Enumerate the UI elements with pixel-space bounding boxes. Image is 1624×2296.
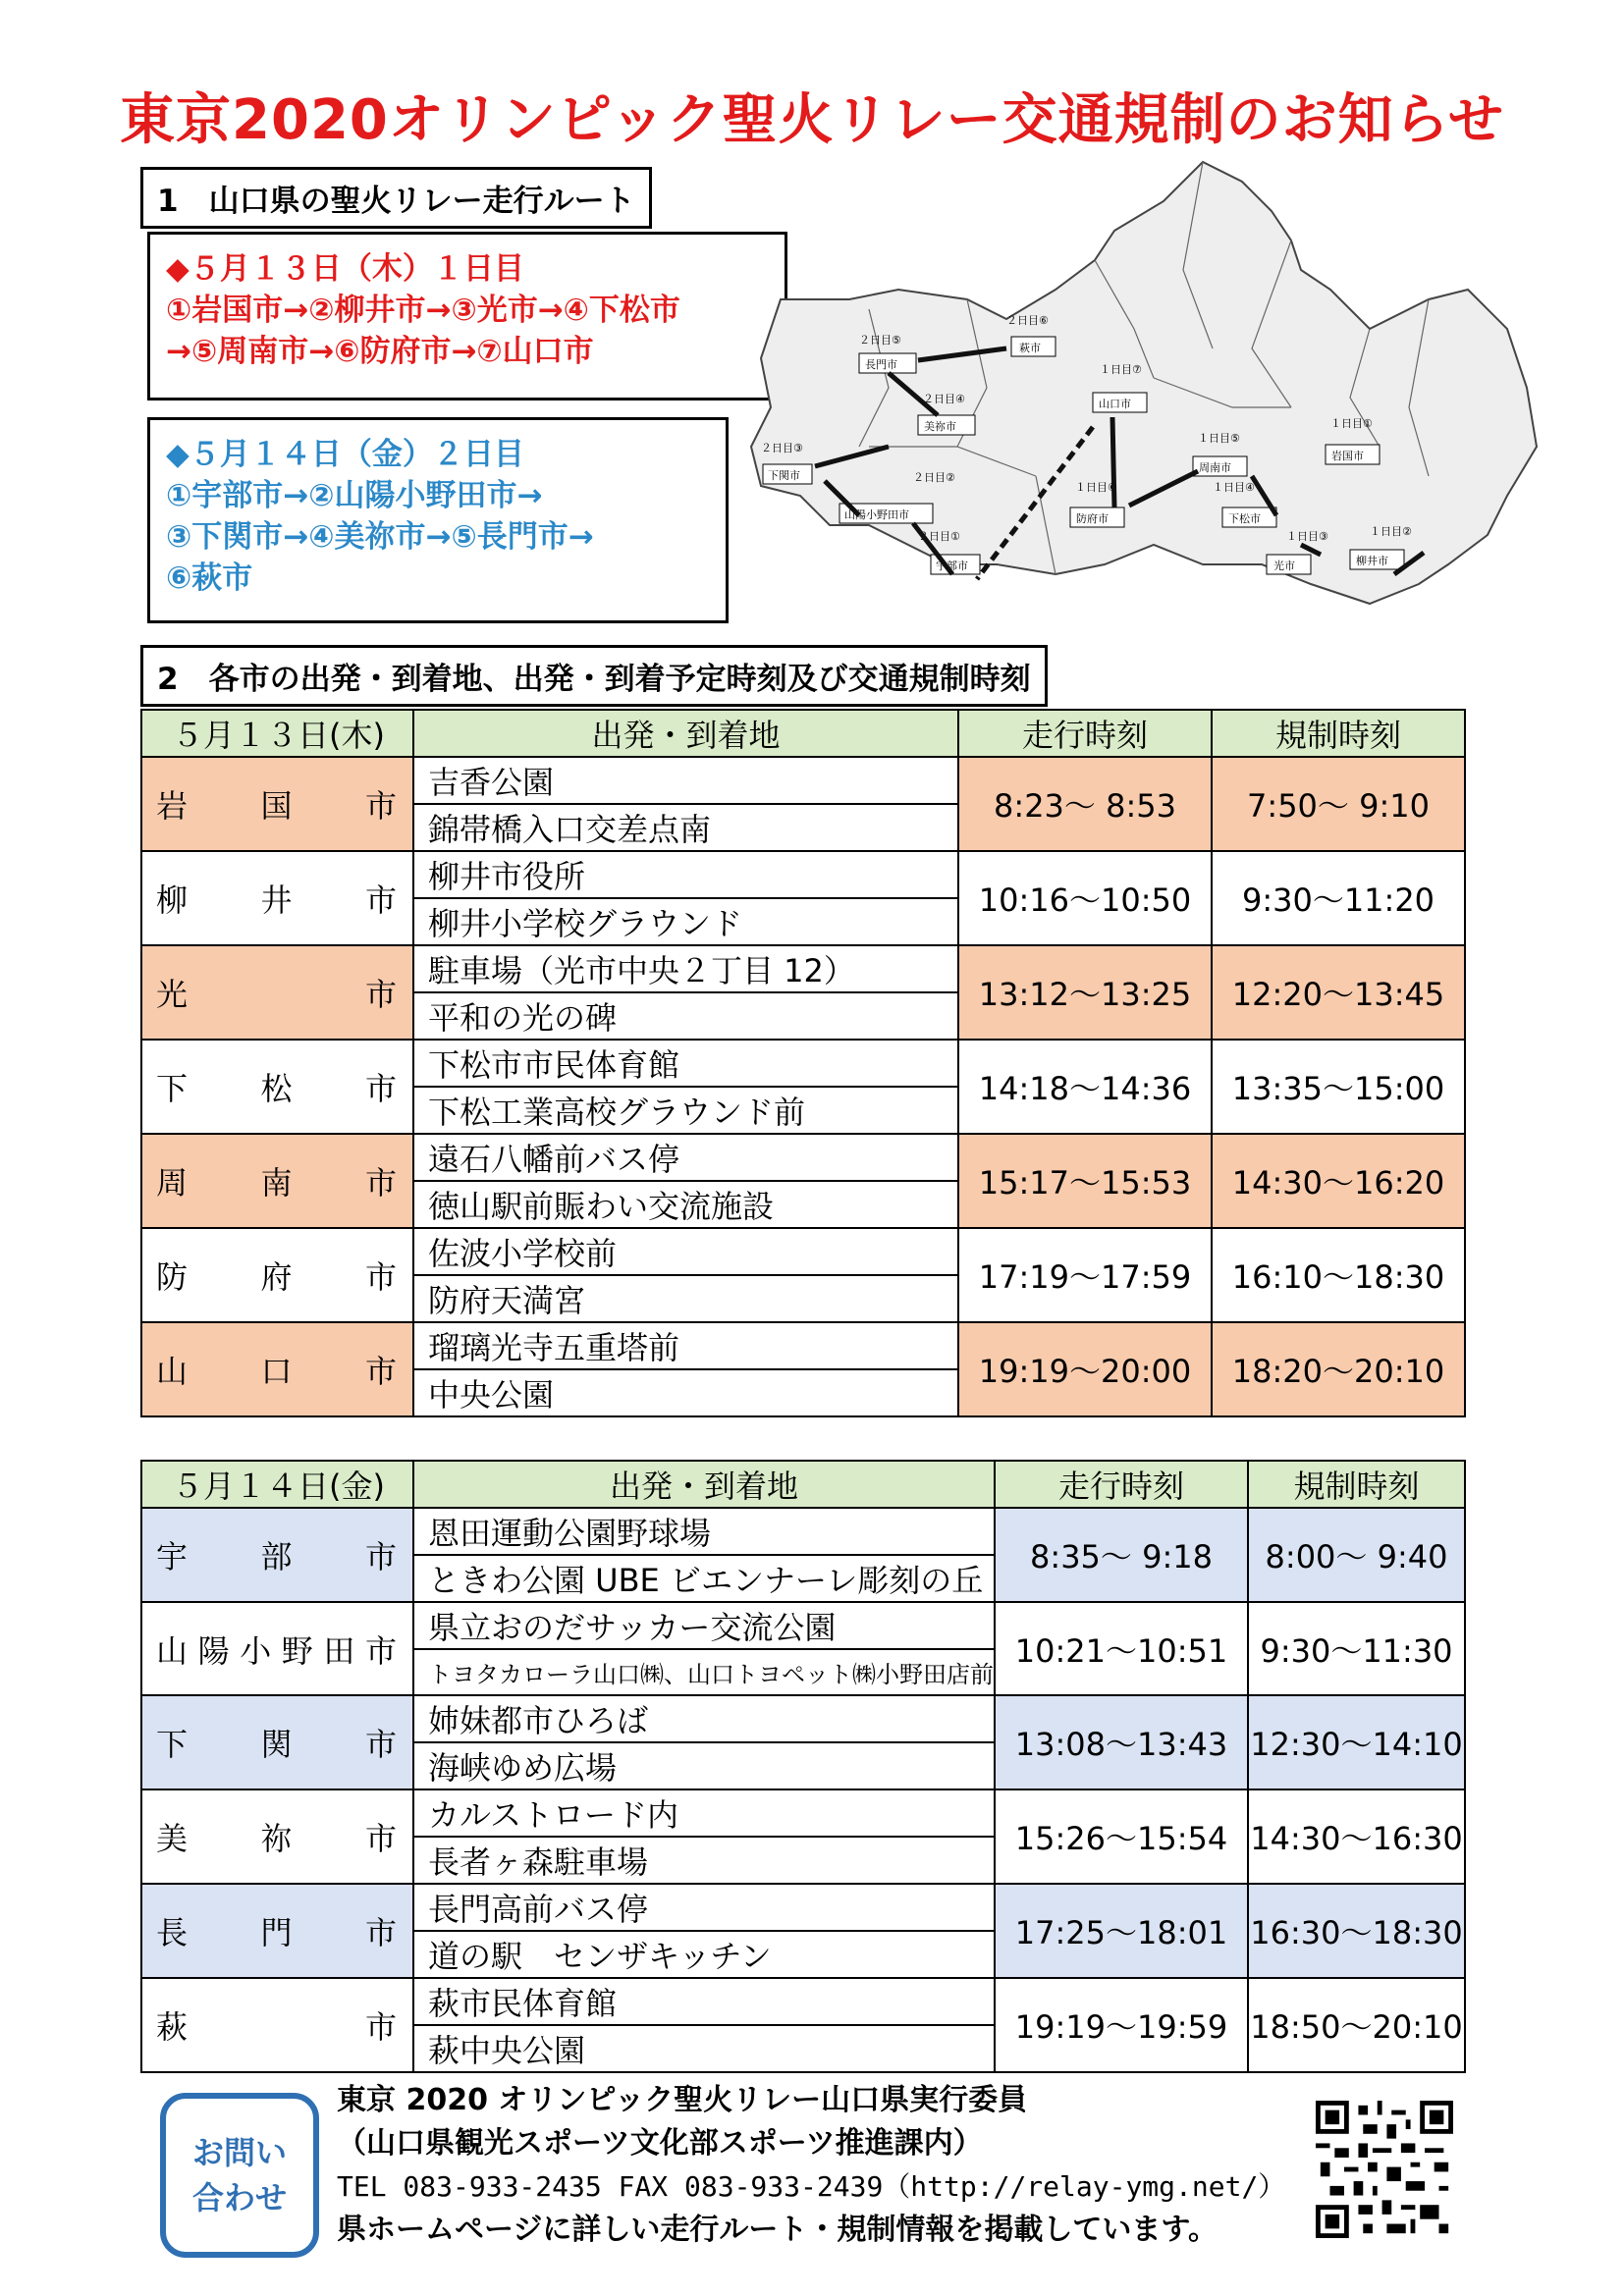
city-cell — [141, 1978, 413, 2072]
column-header: ５月１３日(木) — [141, 710, 413, 757]
city-cell — [141, 1884, 413, 1978]
table-row — [141, 1884, 1465, 1931]
table-row — [141, 1695, 1465, 1742]
departure-place: カルストロード内 — [413, 1789, 995, 1837]
city-char: 市 — [364, 2008, 397, 2046]
map-label: 宇部市 — [936, 560, 968, 572]
city-char: 市 — [364, 1070, 397, 1107]
city-char: 防 — [156, 1258, 189, 1296]
city-char: 市 — [364, 787, 397, 825]
map-tag: １日目⑤ — [1198, 432, 1240, 445]
city-char: 柳 — [156, 881, 189, 919]
map-tag: １日目③ — [1286, 530, 1328, 543]
map-label: 周南市 — [1199, 461, 1231, 474]
run-time: 15:17～15:53 — [958, 1134, 1212, 1228]
run-time: 13:12～13:25 — [958, 945, 1212, 1040]
map-label: 光市 — [1273, 560, 1295, 572]
city-char: 南 — [260, 1164, 293, 1201]
section2-heading: 2 各市の出発・到着地、出発・到着予定時刻及び交通規制時刻 — [140, 645, 1048, 707]
run-time: 17:25～18:01 — [995, 1884, 1248, 1978]
table-header-row — [141, 1461, 1465, 1508]
regulation-time: 12:20～13:45 — [1212, 945, 1465, 1040]
city-name — [142, 1720, 412, 1765]
run-time: 14:18～14:36 — [958, 1040, 1212, 1134]
day2-heading: ◆５月１４日（金）２日目 — [166, 437, 524, 472]
city-cell — [141, 851, 413, 945]
map-label: 山陽小野田市 — [844, 508, 909, 521]
table-header-row — [141, 710, 1465, 757]
map-tag: ２日目④ — [923, 393, 965, 405]
city-name — [142, 1627, 412, 1672]
table-row — [141, 1508, 1465, 1555]
departure-place: 長門高前バス停 — [413, 1884, 995, 1931]
run-time: 13:08～13:43 — [995, 1695, 1248, 1789]
city-char: 光 — [156, 976, 189, 1013]
arrival-place: 中央公園 — [413, 1369, 958, 1416]
arrival-place: 海峡ゆめ広場 — [413, 1742, 995, 1789]
city-cell — [141, 1228, 413, 1322]
arrival-place: 下松工業高校グラウンド前 — [413, 1087, 958, 1134]
regulation-time: 9:30～11:30 — [1248, 1602, 1465, 1695]
arrival-place: ときわ公園 UBE ビエンナーレ彫刻の丘 — [413, 1555, 995, 1602]
table-row — [141, 1040, 1465, 1087]
departure-place: 遠石八幡前バス停 — [413, 1134, 958, 1181]
map-label: 岩国市 — [1331, 450, 1364, 462]
regulation-time: 14:30～16:30 — [1248, 1789, 1465, 1884]
map-tag: ２日目① — [918, 530, 960, 543]
city-char: 市 — [364, 1726, 397, 1763]
contact-dept: （山口県観光スポーツ文化部スポーツ推進課内） — [337, 2126, 983, 2161]
run-time: 10:21～10:51 — [995, 1602, 1248, 1695]
map-tag: １日目② — [1370, 525, 1412, 538]
arrival-place: 徳山駅前賑わい交流施設 — [413, 1181, 958, 1228]
city-cell — [141, 1040, 413, 1134]
qr-code[interactable] — [1316, 2101, 1453, 2238]
city-char: 宇 — [156, 1538, 189, 1575]
arrival-place: 萩中央公園 — [413, 2025, 995, 2072]
day2-route-box — [147, 417, 729, 623]
city-char: 井 — [260, 881, 293, 919]
contact-block — [337, 2079, 1285, 2252]
city-name — [142, 781, 412, 827]
city-char: 部 — [260, 1538, 293, 1575]
regulation-time: 18:50～20:10 — [1248, 1978, 1465, 2072]
run-time: 8:35～ 9:18 — [995, 1508, 1248, 1602]
day1-route-box — [147, 232, 787, 400]
run-time: 15:26～15:54 — [995, 1789, 1248, 1884]
departure-place: 姉妹都市ひろば — [413, 1695, 995, 1742]
arrival-place: 防府天満宮 — [413, 1275, 958, 1322]
city-cell — [141, 757, 413, 851]
city-char: 市 — [364, 1353, 397, 1390]
section1-heading: 1 山口県の聖火リレー走行ルート — [140, 167, 652, 229]
map-tag: １日目⑥ — [1075, 481, 1117, 494]
city-char: 下 — [156, 1726, 189, 1763]
run-time: 19:19～20:00 — [958, 1322, 1212, 1416]
run-time: 19:19～19:59 — [995, 1978, 1248, 2072]
city-name — [142, 1064, 412, 1109]
city-char: 市 — [364, 1820, 397, 1857]
city-char: 関 — [260, 1726, 293, 1763]
map-label: 防府市 — [1076, 512, 1109, 525]
city-char: 美 — [156, 1820, 189, 1857]
city-char: 周 — [156, 1164, 189, 1201]
day2-line1: ①宇部市→②山陽小野田市→ — [166, 478, 543, 513]
city-char: 府 — [260, 1258, 293, 1296]
city-char: 長 — [156, 1914, 189, 1951]
city-char: 田 — [323, 1631, 355, 1670]
table-row — [141, 1134, 1465, 1181]
column-header: ５月１４日(金) — [141, 1461, 413, 1508]
map-tag: １日目⑦ — [1100, 363, 1142, 376]
departure-place: 駐車場（光市中央２丁目 12） — [413, 945, 958, 992]
regulation-time: 16:30～18:30 — [1248, 1884, 1465, 1978]
departure-place: 佐波小学校前 — [413, 1228, 958, 1275]
day1-line2: →⑤周南市→⑥防府市→⑦山口市 — [166, 334, 594, 369]
arrival-place: 道の駅 センザキッチン — [413, 1931, 995, 1978]
map-tag: ２日目③ — [761, 442, 803, 454]
day1-heading: ◆５月１３日（木）１日目 — [166, 251, 524, 287]
regulation-time: 12:30～14:10 — [1248, 1695, 1465, 1789]
city-char: 萩 — [156, 2008, 189, 2046]
table-row — [141, 757, 1465, 804]
table-row — [141, 945, 1465, 992]
arrival-place: トヨタカローラ山口㈱、山口トヨペット㈱小野田店前 — [413, 1649, 995, 1695]
schedule-table-day1 — [140, 709, 1466, 1417]
city-char: 市 — [364, 881, 397, 919]
table-row — [141, 1322, 1465, 1369]
city-cell — [141, 1695, 413, 1789]
column-header: 走行時刻 — [995, 1461, 1248, 1508]
city-char: 野 — [281, 1631, 313, 1670]
column-header: 規制時刻 — [1212, 710, 1465, 757]
regulation-time: 16:10～18:30 — [1212, 1228, 1465, 1322]
table-row — [141, 1228, 1465, 1275]
map-label: 長門市 — [865, 358, 897, 371]
city-char: 市 — [364, 976, 397, 1013]
city-name — [142, 1347, 412, 1392]
regulation-time: 9:30～11:20 — [1212, 851, 1465, 945]
table-row — [141, 1789, 1465, 1837]
regulation-time: 8:00～ 9:40 — [1248, 1508, 1465, 1602]
city-char: 山 — [156, 1353, 189, 1390]
map-label: 下関市 — [768, 469, 800, 482]
contact-tel[interactable]: TEL 083-933-2435 FAX 083-933-2439（http://relay-ymg.net/） — [337, 2170, 1286, 2203]
map-tag: １日目① — [1330, 417, 1373, 430]
city-cell — [141, 1134, 413, 1228]
column-header: 出発・到着地 — [413, 710, 958, 757]
run-time: 10:16～10:50 — [958, 851, 1212, 945]
table-row — [141, 1978, 1465, 2025]
page-title: 東京2020オリンピック聖火リレー交通規制のお知らせ — [120, 88, 1504, 152]
city-cell — [141, 1508, 413, 1602]
map-label: 萩市 — [1019, 342, 1041, 354]
departure-place: 瑠璃光寺五重塔前 — [413, 1322, 958, 1369]
city-char: 岩 — [156, 787, 189, 825]
arrival-place: 長者ヶ森駐車場 — [413, 1837, 995, 1884]
column-header: 規制時刻 — [1248, 1461, 1465, 1508]
arrival-place: 錦帯橋入口交差点南 — [413, 804, 958, 851]
regulation-time: 13:35～15:00 — [1212, 1040, 1465, 1134]
city-cell — [141, 1322, 413, 1416]
departure-place: 吉香公園 — [413, 757, 958, 804]
city-cell — [141, 945, 413, 1040]
departure-place: 柳井市役所 — [413, 851, 958, 898]
contact-badge — [160, 2093, 319, 2258]
city-char: 口 — [260, 1353, 293, 1390]
badge-line1: お問い — [191, 2134, 287, 2171]
city-char: 祢 — [260, 1820, 293, 1857]
city-name — [142, 970, 412, 1015]
map-tag: ２日目② — [913, 471, 955, 484]
map-tag: １日目④ — [1213, 481, 1255, 494]
arrival-place: 柳井小学校グラウンド — [413, 898, 958, 945]
contact-org: 東京 2020 オリンピック聖火リレー山口県実行委員 — [337, 2083, 1028, 2117]
city-char: 市 — [364, 1164, 397, 1201]
run-time: 8:23～ 8:53 — [958, 757, 1212, 851]
map-tag: ２日目⑥ — [1006, 314, 1049, 327]
city-name — [142, 2002, 412, 2048]
city-name — [142, 1253, 412, 1298]
departure-place: 下松市市民体育館 — [413, 1040, 958, 1087]
departure-place: 萩市民体育館 — [413, 1978, 995, 2025]
city-char: 山 — [156, 1631, 189, 1670]
table-row — [141, 851, 1465, 898]
city-name — [142, 1532, 412, 1577]
map-tag: ２日目⑤ — [859, 334, 901, 347]
city-char: 市 — [364, 1631, 397, 1670]
city-name — [142, 1814, 412, 1859]
city-char: 市 — [364, 1538, 397, 1575]
city-name — [142, 876, 412, 921]
city-char: 松 — [260, 1070, 293, 1107]
city-char: 陽 — [197, 1631, 230, 1670]
city-char: 門 — [260, 1914, 293, 1951]
map-label: 山口市 — [1099, 398, 1131, 410]
departure-place: 県立おのだサッカー交流公園 — [413, 1602, 995, 1649]
badge-line2: 合わせ — [191, 2179, 287, 2216]
city-char: 下 — [156, 1070, 189, 1107]
departure-place: 恩田運動公園野球場 — [413, 1508, 995, 1555]
schedule-table-day2 — [140, 1460, 1466, 2073]
city-char: 国 — [260, 787, 293, 825]
contact-note: 県ホームページに詳しい走行ルート・規制情報を掲載しています。 — [337, 2213, 1218, 2247]
city-name — [142, 1908, 412, 1953]
arrival-place: 平和の光の碑 — [413, 992, 958, 1040]
column-header: 走行時刻 — [958, 710, 1212, 757]
city-char: 市 — [364, 1258, 397, 1296]
map-label: 下松市 — [1228, 512, 1261, 525]
route-map — [741, 152, 1556, 702]
table-row — [141, 1602, 1465, 1649]
prefecture-outline — [751, 162, 1537, 604]
city-char: 市 — [364, 1914, 397, 1951]
regulation-time: 7:50～ 9:10 — [1212, 757, 1465, 851]
day1-line1: ①岩国市→②柳井市→③光市→④下松市 — [166, 293, 680, 328]
map-label: 美祢市 — [924, 420, 956, 433]
column-header: 出発・到着地 — [413, 1461, 995, 1508]
city-name — [142, 1158, 412, 1203]
city-cell — [141, 1789, 413, 1884]
map-label: 柳井市 — [1356, 555, 1388, 567]
regulation-time: 18:20～20:10 — [1212, 1322, 1465, 1416]
city-char: 小 — [240, 1631, 272, 1670]
day2-line3: ⑥萩市 — [166, 561, 253, 596]
city-cell — [141, 1602, 413, 1695]
regulation-time: 14:30～16:20 — [1212, 1134, 1465, 1228]
run-time: 17:19～17:59 — [958, 1228, 1212, 1322]
day2-line2: ③下関市→④美祢市→⑤長門市→ — [166, 519, 594, 555]
